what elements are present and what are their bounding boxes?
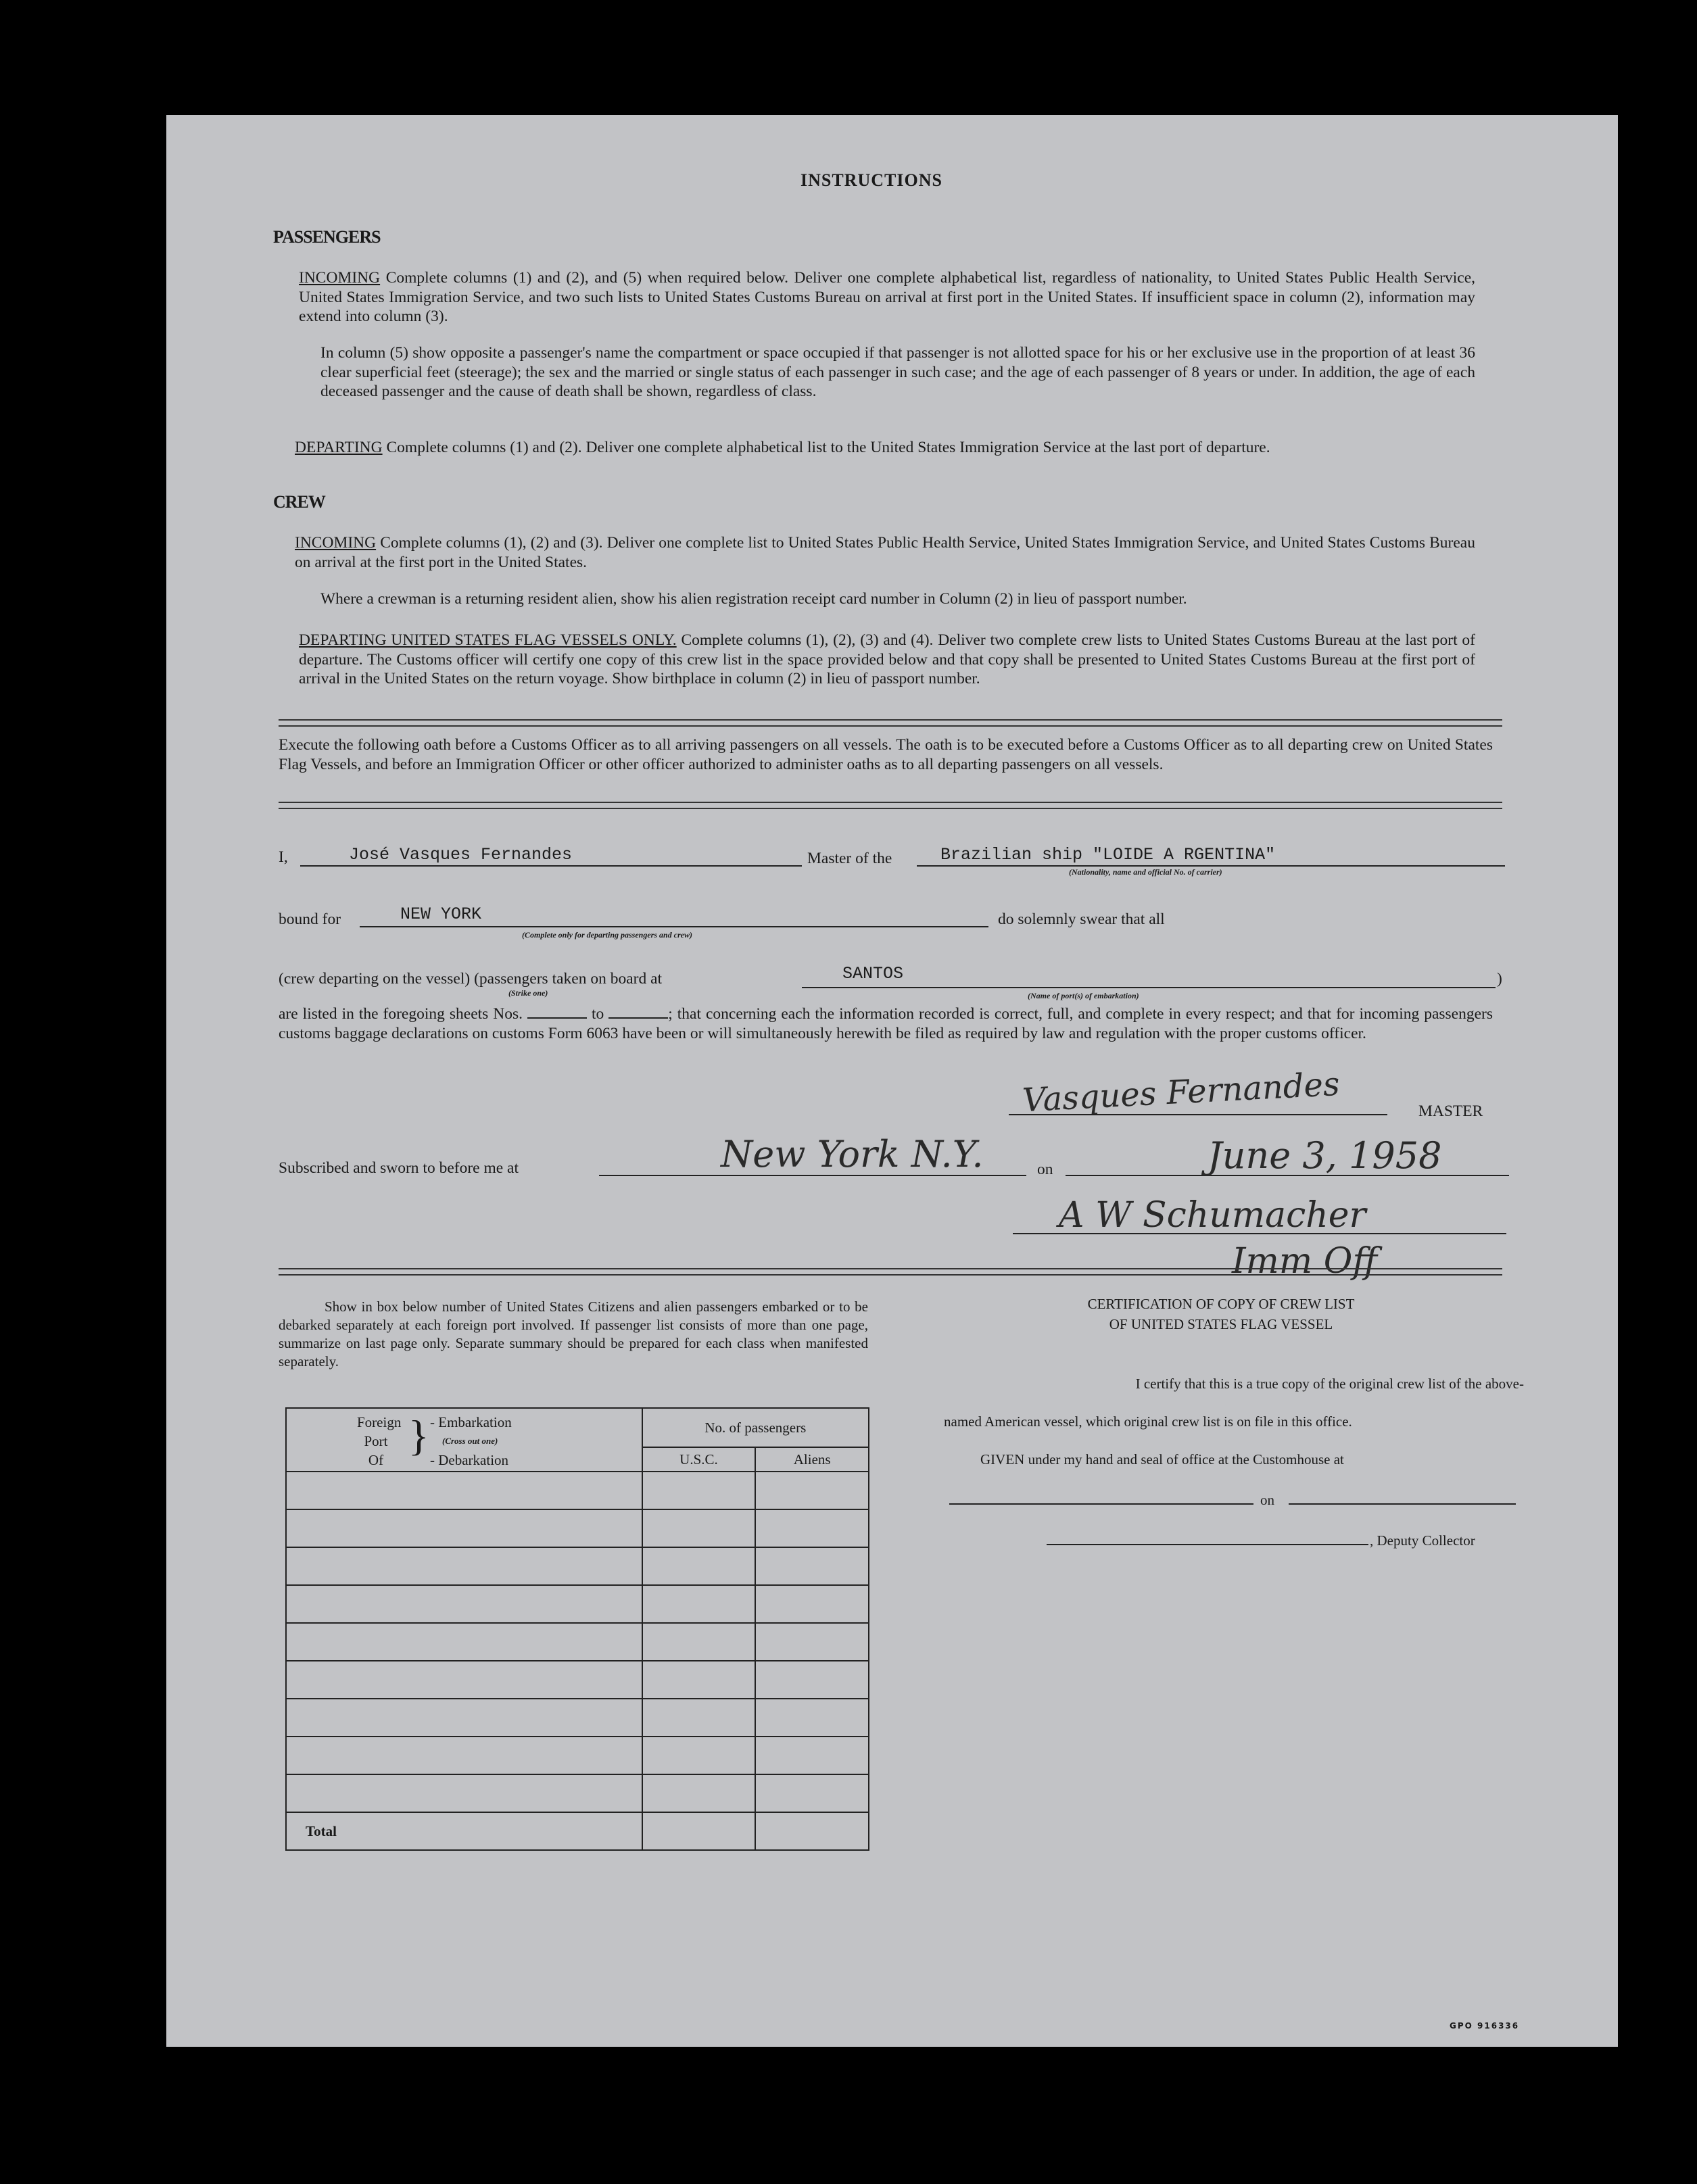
- close-paren: ): [1497, 970, 1502, 988]
- embarkation-caption: (Name of port(s) of embarkation): [1028, 991, 1139, 1000]
- destination-caption: (Complete only for departing passengers and crew): [522, 930, 692, 940]
- strike-caption: (Strike one): [508, 988, 548, 998]
- officer-signature: A W Schumacher: [1059, 1195, 1366, 1236]
- swear-label: do solemnly swear that all: [998, 911, 1165, 928]
- officer-title: Imm Off: [1232, 1241, 1378, 1282]
- footer-code: GPO 916336: [1450, 2021, 1520, 2031]
- vessel-name: Brazilian ship "LOIDE A RGENTINA": [940, 845, 1276, 865]
- no-passengers-header: No. of passengers: [642, 1408, 869, 1447]
- certification-title-1: CERTIFICATION OF COPY OF CREW LIST: [1087, 1296, 1355, 1312]
- subscribed-label: Subscribed and sworn to before me at: [279, 1159, 519, 1177]
- certification-line-2: named American vessel, which original crew list is on file in this office.: [944, 1413, 1352, 1430]
- table-row: [286, 1472, 869, 1509]
- destination: NEW YORK: [400, 904, 482, 924]
- total-label: Total: [286, 1812, 642, 1850]
- deputy-collector-label: , Deputy Collector: [1370, 1532, 1475, 1549]
- divider: [279, 1268, 1502, 1276]
- crew-departing-text: Complete columns (1), (2), (3) and (4). Deliver two complete crew lists to United States Customs Bureau at the last port of departure. The Customs officer will certify one copy of this crew list in the space provided below and that copy shall be presented to United States Customs Bureau at the first port of arrival in the United States on the return voyage. Show birthplace in column (2) in lieu of passport number.: [299, 631, 1475, 687]
- master-of-label: Master of the: [807, 850, 892, 867]
- table-row: [286, 1623, 869, 1661]
- foreign-label: Foreign: [357, 1414, 402, 1430]
- master-name-line: [300, 865, 802, 867]
- passengers-departing-text: Complete columns (1) and (2). Deliver one complete alphabetical list to the United States Immigration Service at the last port of departure.: [386, 439, 1270, 456]
- passengers-incoming-paragraph: [299, 268, 1475, 326]
- form-page: [166, 115, 1618, 2047]
- divider: [279, 802, 1502, 809]
- officer-signature-line: [1013, 1233, 1506, 1234]
- passengers-column5-paragraph: In column (5) show opposite a passenger's name the compartment or space occupied if that passenger is not allotted space for his or her exclusive use in the proportion of at least 36 clear superficial feet (steerage); the sex and the married or single status of each passenger in such case; and the age of each passenger of 8 years or under. In addition, the age of each deceased passenger and the cause of death shall be shown, regardless of class.: [320, 344, 1475, 400]
- table-row: [286, 1699, 869, 1737]
- crew-heading: CREW: [273, 492, 325, 512]
- listed-text-2: ; that concerning each the information recorded is correct, full, and complete in every respect; and that for incoming passengers customs baggage declarations on customs Form 6063 have been or will simultaneously herewith be filed as required by law and regulation with the proper customs officer.: [279, 1005, 1493, 1042]
- listed-paragraph: [279, 1004, 1493, 1043]
- passengers-incoming-label: INCOMING: [299, 269, 381, 287]
- embarkation-label: - Embarkation: [430, 1414, 512, 1430]
- master-signature-line: [1009, 1114, 1387, 1115]
- passengers-departing-label: DEPARTING: [295, 439, 383, 456]
- crew-departing-label: DEPARTING UNITED STATES FLAG VESSELS ONLY.: [299, 631, 677, 649]
- crew-incoming-paragraph: [295, 533, 1475, 572]
- port-header-cell: [286, 1408, 642, 1472]
- master-label: MASTER: [1418, 1102, 1483, 1120]
- sheet-from-line: [527, 1006, 587, 1019]
- crew-resident-paragraph: Where a crewman is a returning resident alien, show his alien registration receipt card number in Column (2) in lieu of passport number.: [320, 590, 1187, 608]
- embarkation-line: [802, 987, 1496, 988]
- sheet-to-line: [608, 1006, 668, 1019]
- crew-departing-paragraph: [299, 631, 1475, 689]
- listed-text-1: are listed in the foregoing sheets Nos.: [279, 1005, 523, 1023]
- passengers-heading: PASSENGERS: [273, 227, 381, 247]
- vessel-caption: (Nationality, name and official No. of carrier): [1069, 867, 1222, 877]
- debarkation-label: - Debarkation: [430, 1452, 509, 1468]
- sworn-place: New York N.Y.: [721, 1133, 984, 1175]
- table-row: [286, 1585, 869, 1623]
- passengers-incoming-text: Complete columns (1) and (2), and (5) when required below. Deliver one complete alphabetical list, regardless of nationality, to United States Public Health Service, United States Immigration Service, and two such lists to United States Customs Bureau on arrival at first port in the United States. If insufficient space in column (2), information may extend into column (3).: [299, 269, 1476, 325]
- sworn-date: June 3, 1958: [1208, 1134, 1442, 1177]
- usc-header: U.S.C.: [642, 1447, 756, 1472]
- port-summary-table: [285, 1407, 869, 1851]
- divider: [279, 719, 1502, 727]
- certification-on-label: on: [1260, 1492, 1274, 1508]
- embarkation-port: SANTOS: [842, 964, 904, 984]
- crew-incoming-text: Complete columns (1), (2) and (3). Deliver one complete list to United States Public Health Service, United States Immigration Service, and United States Customs Bureau on arrival at the first port in the United States.: [295, 534, 1475, 571]
- of-label: Of: [368, 1452, 384, 1468]
- table-row: [286, 1547, 869, 1585]
- summary-instructions: Show in box below number of United States Citizens and alien passengers embarked or to be debarked separately at each foreign port involved. If passenger list consists of more than one page, summarize on last page only. Separate summary should be prepared for each class when manifested separately.: [279, 1299, 868, 1369]
- deputy-collector-line: [1047, 1544, 1368, 1545]
- certification-line-1: I certify that this is a true copy of the original crew list of the above-: [1135, 1376, 1524, 1392]
- table-row: [286, 1737, 869, 1774]
- brace-icon: }: [408, 1411, 429, 1459]
- certification-date-line: [1289, 1503, 1516, 1505]
- certification-title-2: OF UNITED STATES FLAG VESSEL: [1109, 1316, 1333, 1332]
- port-label: Port: [364, 1433, 388, 1449]
- table-row: [286, 1774, 869, 1812]
- table-row: [286, 1661, 869, 1699]
- customhouse-line: [949, 1503, 1253, 1505]
- vessel-line: [917, 865, 1505, 867]
- oath-i-label: I,: [279, 848, 288, 866]
- certification-line-3: GIVEN under my hand and seal of office at the Customhouse at: [980, 1451, 1344, 1467]
- certification-title: [1052, 1294, 1390, 1334]
- aliens-header: Aliens: [755, 1447, 869, 1472]
- table-row: [286, 1509, 869, 1547]
- cross-out-label: (Cross out one): [442, 1436, 498, 1446]
- total-row: [286, 1812, 869, 1850]
- crew-incoming-label: INCOMING: [295, 534, 377, 552]
- oath-intro-paragraph: Execute the following oath before a Customs Officer as to all arriving passengers on all vessels. The oath is to be executed before a Customs Officer as to all departing crew on United States Flag Vessels, and before an Immigration Officer or other officer authorized to administer oaths as to all departing passengers on all vessels.: [279, 736, 1493, 773]
- passengers-departing-paragraph: [295, 438, 1475, 458]
- master-name: José Vasques Fernandes: [349, 845, 573, 865]
- destination-line: [360, 926, 988, 927]
- listed-to: to: [592, 1005, 604, 1023]
- foreign-port-of: [357, 1413, 402, 1470]
- crew-passengers-label: (crew departing on the vessel) (passengers taken on board at: [279, 970, 663, 988]
- master-signature: Vasques Fernandes: [1021, 1065, 1341, 1120]
- sworn-on-label: on: [1037, 1161, 1053, 1178]
- instructions-title: INSTRUCTIONS: [800, 170, 942, 190]
- bound-for-label: bound for: [279, 911, 341, 928]
